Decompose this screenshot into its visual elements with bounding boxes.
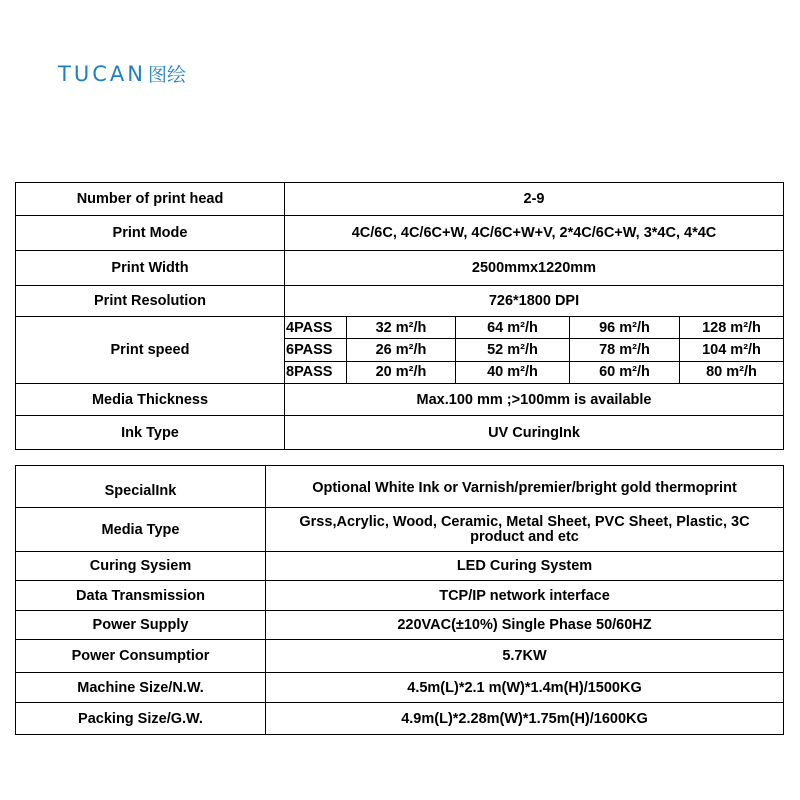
pass-label: 6PASS — [285, 339, 347, 361]
speed-value: 40 m²/h — [456, 362, 570, 383]
speed-value: 32 m²/h — [347, 317, 456, 339]
pass-label: 4PASS — [285, 317, 347, 339]
row-value: 2-9 — [285, 183, 784, 216]
table-row — [16, 552, 784, 581]
table-row — [16, 673, 784, 703]
row-label: Curing Sysiem — [16, 552, 266, 581]
row-label: Media Type — [16, 508, 266, 552]
table-row — [16, 466, 784, 508]
speed-value: 52 m²/h — [456, 339, 570, 361]
row-value: 726*1800 DPI — [285, 286, 784, 317]
row-label: Power Supply — [16, 611, 266, 640]
row-label: Data Transmission — [16, 581, 266, 611]
table-row — [16, 611, 784, 640]
speed-grid — [285, 317, 783, 383]
speed-value: 78 m²/h — [570, 339, 680, 361]
speed-value: 128 m²/h — [680, 317, 783, 339]
row-label: Power Consumptior — [16, 640, 266, 673]
row-label: Packing Size/G.W. — [16, 703, 266, 735]
speed-value: 60 m²/h — [570, 362, 680, 383]
row-value: Grss,Acrylic, Wood, Ceramic, Metal Sheet, PVC Sheet, Plastic, 3C product and etc — [266, 508, 784, 552]
row-value: 4.5m(L)*2.1 m(W)*1.4m(H)/1500KG — [266, 673, 784, 703]
table-row — [16, 384, 784, 416]
row-value: 4.9m(L)*2.28m(W)*1.75m(H)/1600KG — [266, 703, 784, 735]
table-row — [16, 703, 784, 735]
table-row — [16, 286, 784, 317]
row-label: SpecialInk — [16, 466, 266, 508]
row-label: Media Thickness — [16, 384, 285, 416]
row-value: UV CuringInk — [285, 416, 784, 450]
speed-value: 26 m²/h — [347, 339, 456, 361]
table-row — [16, 508, 784, 552]
row-label: Print Mode — [16, 216, 285, 251]
row-label: Print Resolution — [16, 286, 285, 317]
speed-value: 96 m²/h — [570, 317, 680, 339]
speed-grid-cell — [285, 317, 784, 384]
spec-table-2 — [15, 465, 784, 735]
row-label: Print speed — [16, 317, 285, 384]
row-value: Max.100 mm ;>100mm is available — [285, 384, 784, 416]
table-row — [16, 251, 784, 286]
row-value: Optional White Ink or Varnish/premier/bright gold thermoprint — [266, 466, 784, 508]
table-row — [16, 183, 784, 216]
row-value: 4C/6C, 4C/6C+W, 4C/6C+W+V, 2*4C/6C+W, 3*4C, 4*4C — [285, 216, 784, 251]
row-value: TCP/IP network interface — [266, 581, 784, 611]
table-row — [16, 640, 784, 673]
row-label: Ink Type — [16, 416, 285, 450]
row-value: LED Curing System — [266, 552, 784, 581]
speed-value: 64 m²/h — [456, 317, 570, 339]
print-speed-row — [16, 317, 784, 384]
row-label: Print Width — [16, 251, 285, 286]
row-label: Machine Size/N.W. — [16, 673, 266, 703]
table-row — [16, 216, 784, 251]
logo-brand-text: TUCAN — [58, 61, 146, 86]
pass-label: 8PASS — [285, 362, 347, 383]
logo-chinese-text: 图绘 — [147, 64, 186, 86]
table-row — [16, 416, 784, 450]
speed-value: 80 m²/h — [706, 364, 757, 381]
speed-value: 104 m²/h — [680, 339, 783, 361]
table-row — [16, 581, 784, 611]
brand-logo — [58, 60, 186, 87]
speed-value: 20 m²/h — [347, 362, 456, 383]
row-value: 2500mmx1220mm — [285, 251, 784, 286]
row-label: Number of print head — [16, 183, 285, 216]
row-value: 5.7KW — [266, 640, 784, 673]
row-value: 220VAC(±10%) Single Phase 50/60HZ — [266, 611, 784, 640]
spec-table-1 — [15, 182, 784, 450]
